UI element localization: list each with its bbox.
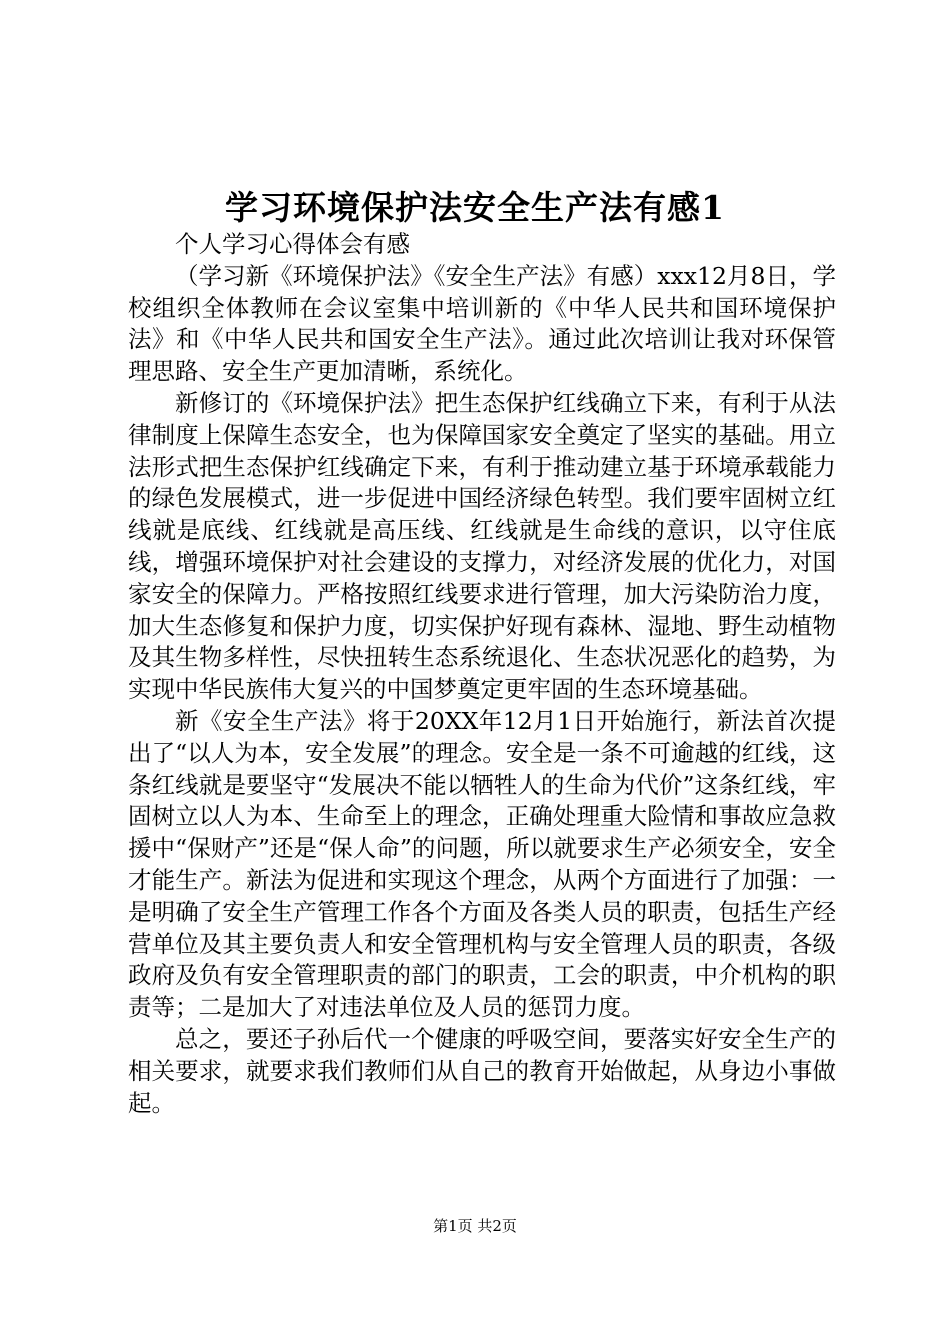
paragraph-intro: （学习新《环境保护法》《安全生产法》有感）xxx12月8日，学校组织全体教师在会议室集中培训新的《中华人民共和国环境保护法》和《中华人民共和国安全生产法》。通过此次培训让我对环保管理思路、安全生产更加清晰，系统化。 — [128, 261, 836, 386]
paragraph-safety-law: 新《安全生产法》将于20XX年12月1日开始施行，新法首次提出了“以人为本，安全发展”的理念。安全是一条不可逾越的红线，这条红线就是要坚守“发展决不能以牺牲人的生命为代价”这条红线，牢固树立以人为本、生命至上的理念，正确处理重大险情和事故应急救援中“保财产”还是“保人命”的问题，所以就要求生产必须安全，安全才能生产。新法为促进和实现这个理念，从两个方面进行了加强：一是明确了安全生产管理工作各个方面及各类人员的职责，包括生产经营单位及其主要负责人和安全管理机构与安全管理人员的职责，各级政府及负有安全管理职责的部门的职责，工会的职责，中介机构的职责等；二是加大了对违法单位及人员的惩罚力度。 — [128, 706, 836, 1022]
paragraph-conclusion: 总之，要还子孙后代一个健康的呼吸空间，要落实好安全生产的相关要求，就要求我们教师们从自己的教育开始做起，从身边小事做起。 — [128, 1024, 836, 1117]
paragraph-subtitle: 个人学习心得体会有感 — [175, 230, 410, 258]
paragraph-environment-law: 新修订的《环境保护法》把生态保护红线确立下来，有利于从法律制度上保障生态安全，也为保障国家安全奠定了坚实的基础。用立法形式把生态保护红线确定下来，有利于推动建立基于环境承载能力的绿色发展模式，进一步促进中国经济绿色转型。我们要牢固树立红线就是底线、红线就是高压线、红线就是生命线的意识，以守住底线，增强环境保护对社会建设的支撑力，对经济发展的优化力，对国家安全的保障力。严格按照红线要求进行管理，加大污染防治力度，加大生态修复和保护力度，切实保护好现有森林、湿地、野生动植物及其生物多样性，尽快扭转生态系统退化、生态状况恶化的趋势，为实现中华民族伟大复兴的中国梦奠定更牢固的生态环境基础。 — [128, 388, 836, 704]
document-body — [128, 229, 836, 1119]
page-number-footer: 第1页 共2页 — [433, 1217, 517, 1235]
document-title: 学习环境保护法安全生产法有感1 — [225, 188, 725, 227]
